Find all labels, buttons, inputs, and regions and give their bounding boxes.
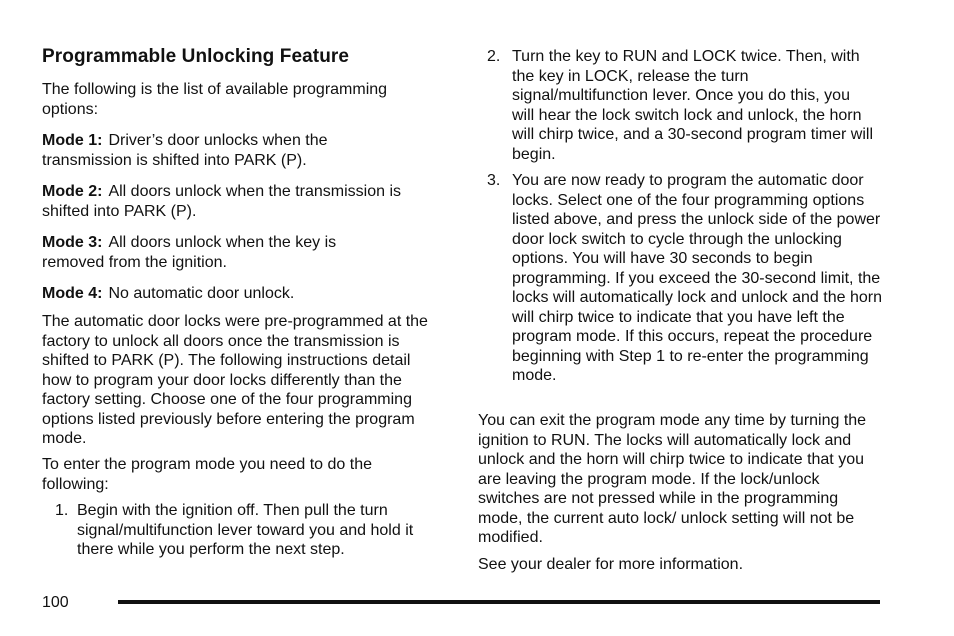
step-1-text: Begin with the ignition off. Then pull the turn signal/multifunction lever toward you and hold it there while you perform the next step. [77, 502, 414, 558]
step-2-text: Turn the key to RUN and LOCK twice. Then, with the key in LOCK, release the turn signal/multifunction lever. Once you do this, you will hear the lock switch lock and unlock, the horn will chirp twice, and a 30-second program timer will begin. [512, 48, 874, 163]
mode-3-text: All doors unlock when the key is removed from the ignition. [42, 234, 337, 271]
mode-1 [42, 131, 382, 170]
intro-paragraph: The following is the list of available programming options: [42, 81, 388, 118]
preprogrammed-paragraph: The automatic door locks were pre-programmed at the factory to unlock all doors once the transmission is shifted to PARK (P). The following instructions detail how to program your door locks differently than the factory setting. Choose one of the four programming options listed previously before entering the program mode. [42, 313, 428, 447]
step-1 [55, 501, 445, 561]
mode-2-text: All doors unlock when the transmission is shifted into PARK (P). [42, 183, 402, 220]
step-2 [487, 47, 887, 167]
page-number: 100 [42, 594, 69, 611]
step-2-number: 2. [487, 48, 501, 65]
section-heading: Programmable Unlocking Feature [42, 46, 350, 67]
footer-rule [118, 600, 880, 604]
mode-1-label: Mode 1: [42, 132, 103, 149]
exit-paragraph: You can exit the program mode any time by turning the ignition to RUN. The locks will automatically lock and unlock and the horn will chirp twice to indicate that you are leaving the program mode. If the lock/unlock switches are not pressed while in the programming mode, the current auto lock/ unlock setting will not be modified. [478, 412, 867, 546]
step-1-number: 1. [55, 502, 69, 519]
dealer-paragraph: See your dealer for more information. [478, 556, 744, 573]
mode-1-text: Driver’s door unlocks when the transmission is shifted into PARK (P). [42, 132, 328, 169]
step-3-number: 3. [487, 172, 501, 189]
mode-3 [42, 233, 387, 272]
step-3 [487, 171, 887, 406]
mode-2 [42, 182, 442, 221]
step-3-text: You are now ready to program the automatic door locks. Select one of the four programming options listed above, and press the unlock side of the power door lock switch to cycle through the unlocking options. You will have 30 seconds to begin programming. If you exceed the 30-second limit, the locks will automatically lock and unlock and the horn will chirp twice to indicate that you have left the program mode. If this occurs, repeat the procedure beginning with Step 1 to re-enter the programming mode. [512, 172, 882, 384]
mode-2-label: Mode 2: [42, 183, 103, 200]
mode-4-label: Mode 4: [42, 285, 103, 302]
mode-4 [42, 284, 442, 304]
mode-3-label: Mode 3: [42, 234, 103, 251]
mode-4-text: No automatic door unlock. [108, 285, 295, 302]
enter-paragraph: To enter the program mode you need to do the following: [42, 456, 372, 493]
